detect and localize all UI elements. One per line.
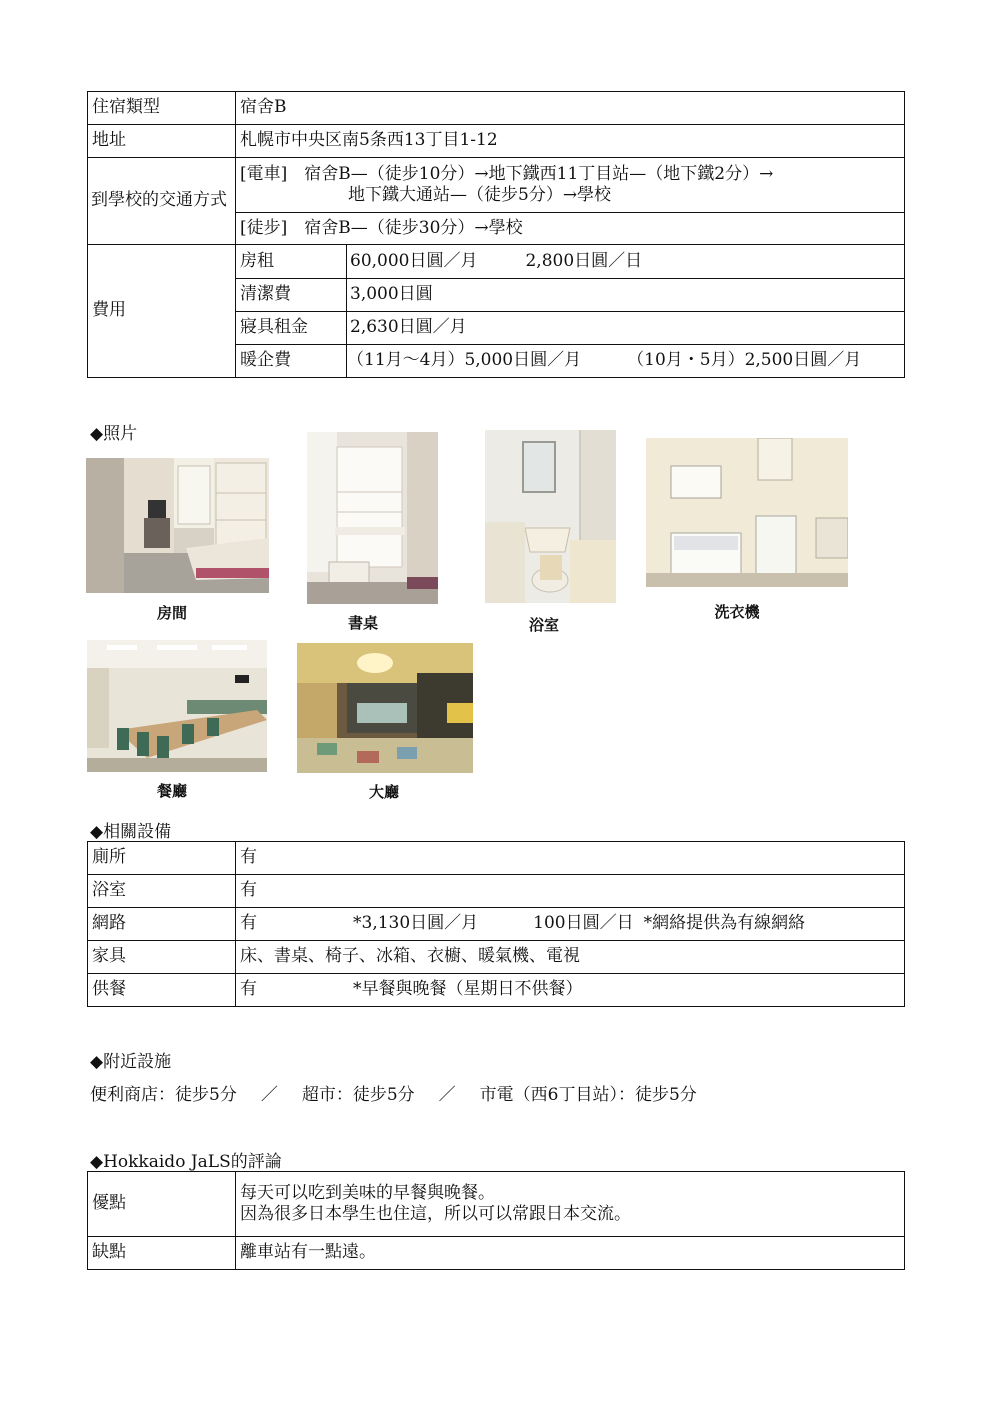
review-table: [87, 1171, 905, 1270]
heating-value: [347, 345, 905, 378]
rent-value: [347, 245, 905, 279]
nearby-list: [90, 1080, 697, 1105]
meals-label: 供餐: [88, 974, 236, 1007]
facilities-section-title: ◆相關設備: [90, 822, 172, 842]
meals-value: [236, 974, 905, 1007]
fees-label: 費用: [88, 245, 236, 378]
walk-route: [徒步] 宿舍B—（徒步30分）→學校: [236, 213, 905, 245]
internet-daily-fee: 100日圓／日: [533, 913, 634, 934]
furniture-value: 床、書桌、椅子、冰箱、衣櫥、暖氣機、電視: [236, 941, 905, 974]
nearby-separator: ／: [438, 1085, 456, 1105]
nearby-convenience-store: 便利商店：徒步5分: [90, 1085, 237, 1105]
internet-monthly-fee: *3,130日圓／月: [353, 913, 479, 934]
nearby-section-title: ◆附近設施: [90, 1052, 172, 1072]
bathroom-value: 有: [236, 875, 905, 908]
rent-month: 60,000日圓／月: [350, 250, 478, 271]
transport-label: 到學校的交通方式: [88, 158, 236, 245]
room-caption: 房間: [156, 604, 187, 622]
bath-caption: 浴室: [528, 616, 559, 634]
heating-winter: （11月～4月）5,000日圓／月: [347, 350, 582, 371]
address-label: 地址: [88, 125, 236, 158]
facilities-table: [87, 841, 905, 1007]
toilet-label: 廁所: [88, 842, 236, 875]
desk-caption: 書桌: [347, 614, 378, 632]
internet-note: *網絡提供為有線網絡: [643, 913, 806, 934]
meals-note: *早餐與晚餐（星期日不供餐）: [353, 979, 583, 1000]
review-section-title: ◆Hokkaido JaLS的評論: [90, 1152, 282, 1172]
accommodation-info-table: [87, 91, 905, 378]
dining-caption: 餐廳: [156, 782, 187, 800]
heating-shoulder: （10月・5月）2,500日圓／月: [627, 350, 862, 371]
rent-day: 2,800日圓／日: [525, 250, 643, 271]
cons-value: 離車站有一點遠。: [236, 1237, 905, 1270]
pros-label: 優點: [88, 1172, 236, 1237]
cleaning-label: 清潔費: [236, 279, 347, 312]
internet-available: 有: [240, 913, 257, 934]
photos-section-title: ◆照片: [90, 424, 138, 444]
pros-line-1: 每天可以吃到美味的早餐與晚餐。: [240, 1182, 495, 1203]
cons-label: 缺點: [88, 1237, 236, 1270]
washer-photo: [646, 438, 848, 587]
bathroom-label: 浴室: [88, 875, 236, 908]
heating-label: 暖企費: [236, 345, 347, 378]
furniture-label: 家具: [88, 941, 236, 974]
bedding-label: 寢具租金: [236, 312, 347, 345]
cleaning-value: 3,000日圓: [347, 279, 905, 312]
type-value: 宿舍B: [236, 92, 905, 125]
train-route-line1: [電車] 宿舍B—（徒步10分）→地下鐵西11丁目站—（地下鐵2分）→: [240, 163, 774, 184]
train-route-line2: 地下鐵大通站—（徒步5分）→學校: [348, 185, 612, 205]
bedding-value: 2,630日圓／月: [347, 312, 905, 345]
desk-photo: [307, 432, 438, 604]
meals-available: 有: [240, 979, 257, 1000]
pros-line-2: 因為很多日本學生也住這，所以可以常跟日本交流。: [240, 1204, 631, 1224]
bath-photo: [485, 430, 616, 603]
nearby-supermarket: 超市：徒步5分: [301, 1085, 415, 1105]
washer-caption: 洗衣機: [714, 603, 760, 621]
lobby-photo: [297, 643, 473, 773]
train-route: [236, 158, 905, 213]
nearby-tram-station: 市電（西6丁目站）：徒步5分: [479, 1085, 697, 1105]
type-label: 住宿類型: [88, 92, 236, 125]
internet-value: [236, 908, 905, 941]
pros-value: [236, 1172, 905, 1237]
toilet-value: 有: [236, 842, 905, 875]
rent-label: 房租: [236, 245, 347, 279]
room-photo: [86, 458, 269, 593]
nearby-separator: ／: [260, 1085, 278, 1105]
address-value: 札幌市中央区南5条西13丁目1-12: [236, 125, 905, 158]
internet-label: 網路: [88, 908, 236, 941]
dining-photo: [87, 640, 267, 772]
lobby-caption: 大廳: [368, 783, 399, 801]
